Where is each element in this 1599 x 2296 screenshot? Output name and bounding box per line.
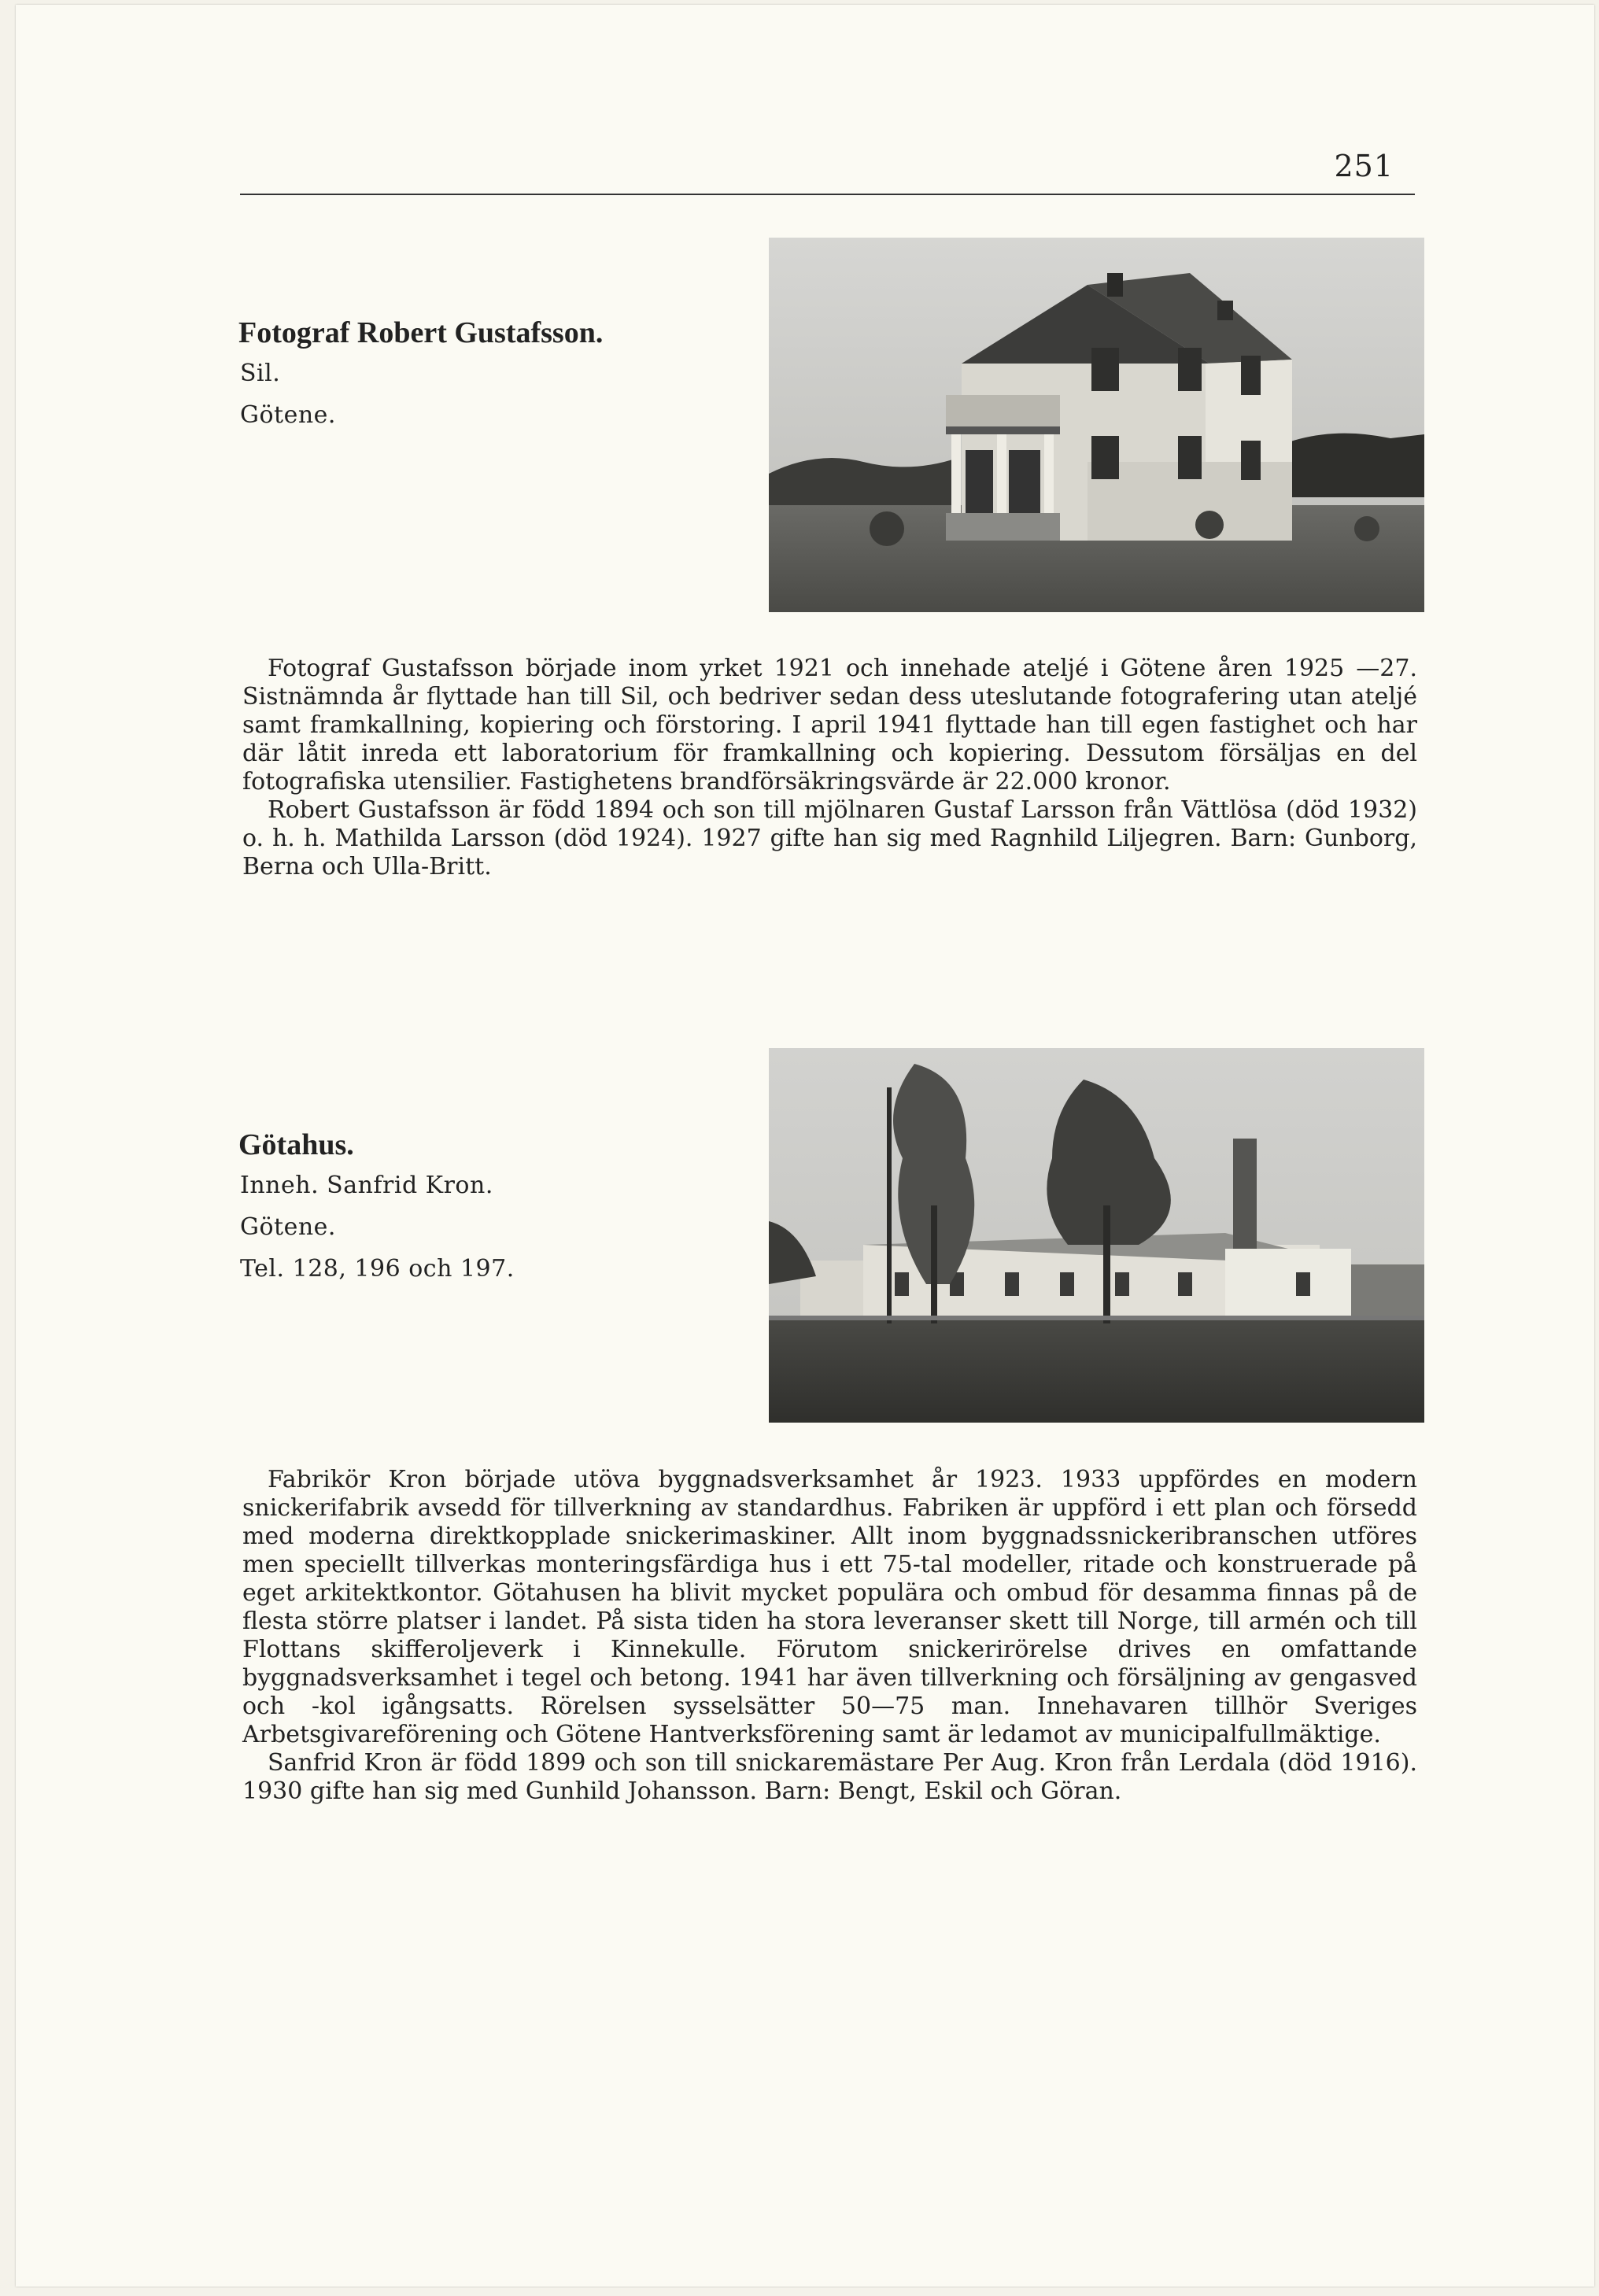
- entry-line: Sil.: [240, 360, 281, 387]
- entry-line: Götene.: [240, 401, 336, 429]
- entry-title: Götahus.: [238, 1128, 354, 1161]
- entry-heading-gustafsson: [238, 316, 603, 443]
- paragraph: Sanfrid Kron är född 1899 och son till snickaremästare Per Aug. Kron från Lerdala (död 1916). 1930 gifte han sig med Gunhild Johansson. Barn: Bengt, Eskil och Göran.: [242, 1749, 1417, 1805]
- paragraph: Robert Gustafsson är född 1894 och son till mjölnaren Gustaf Larsson från Vättlösa (död 1932) o. h. h. Mathilda Larsson (död 1924). 1927 gifte han sig med Ragnhild Liljegren. Barn: Gunborg, Berna och Ulla-Britt.: [242, 796, 1417, 880]
- entry-title: Fotograf Robert Gustafsson.: [238, 316, 604, 349]
- header-rule: [240, 194, 1415, 195]
- entry-text-gustafsson: [242, 655, 1417, 881]
- entry-heading-gotahus: [238, 1128, 515, 1297]
- paragraph: Fotograf Gustafsson började inom yrket 1921 och innehade ateljé i Götene åren 1925 —27. Sistnämnda år flyttade han till Sil, och bedriver sedan dess uteslutande fotografering utan ateljé samt framkallning, kopiering och förstoring. I april 1941 flyttade han till egen fastighet och har där låtit inreda ett laboratorium för framkallning och kopiering. Dessutom försäljas en del fotografiska utensilier. Fastighetens brandförsäkringsvärde är 22.000 kronor.: [242, 655, 1417, 795]
- entry-line: Tel. 128, 196 och 197.: [240, 1255, 515, 1283]
- entry-line: Inneh. Sanfrid Kron.: [240, 1172, 493, 1199]
- paragraph: Fabrikör Kron började utöva byggnadsverksamhet år 1923. 1933 uppfördes en modern snickerifabrik avsedd för tillverkning av standardhus. Fabriken är uppförd i ett plan och försedd med moderna direktkopplade snickerimaskiner. Allt inom byggnadssnickeribranschen utföres men speciellt tillverkas monteringsfärdiga hus i ett 75-tal modeller, ritade och konstruerade på eget arkitektkontor. Götahusen ha blivit mycket populära och ombud för desamma finnas på de flesta större platser i landet. På sista tiden ha stora leveranser skett till Norge, till armén och till Flottans skifferoljeverk i Kinnekulle. Förutom snickerirörelse drives en omfattande byggnadsverksamhet i tegel och betong. 1941 har även tillverkning och försäljning av gengasved och -kol igångsatts. Rörelsen sysselsätter 50—75 man. Innehavaren tillhör Sveriges Arbetsgivareförening och Götene Hantverksförening samt är ledamot av municipalfullmäktige.: [242, 1466, 1417, 1748]
- entry-text-gotahus: [242, 1466, 1417, 1806]
- factory-photo: [769, 1048, 1424, 1423]
- book-page: [16, 5, 1594, 2287]
- entry-line: Götene.: [240, 1213, 336, 1241]
- house-photo: [769, 238, 1424, 612]
- page-number: 251: [1334, 149, 1394, 183]
